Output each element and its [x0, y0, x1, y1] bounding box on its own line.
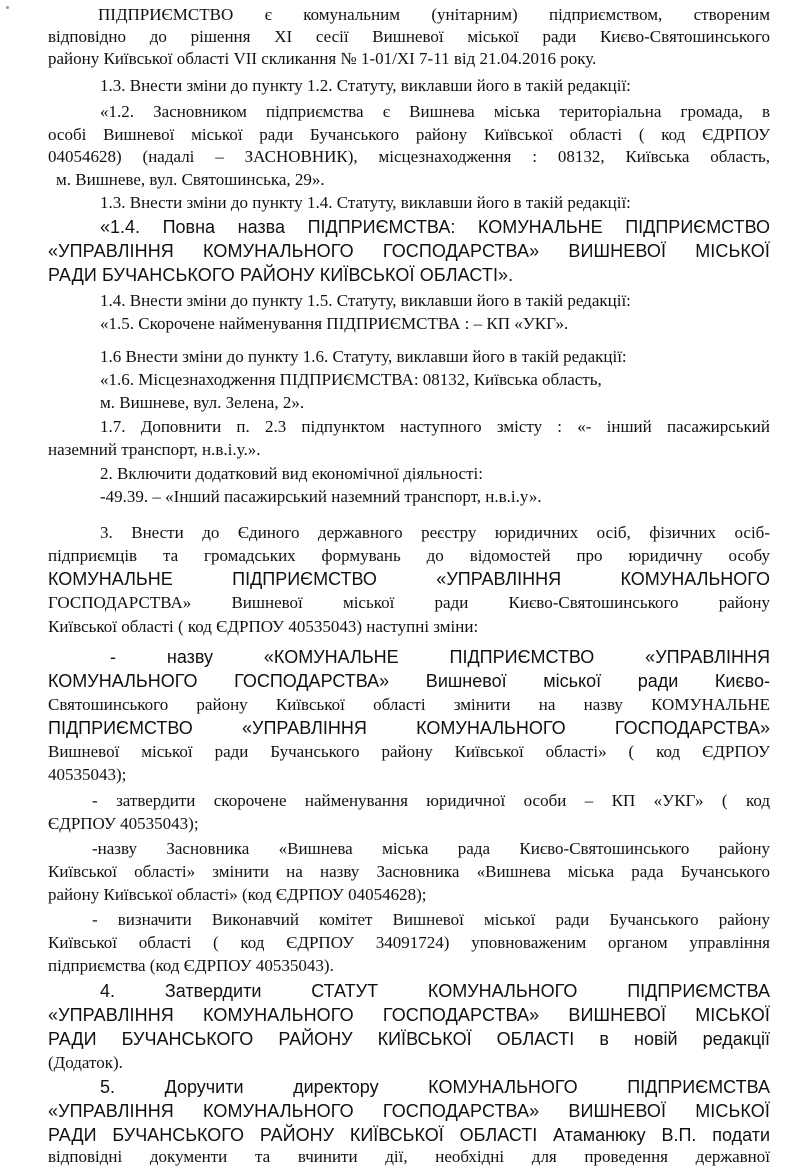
text-line: ЄДРПОУ 40535043);: [48, 814, 199, 833]
text-line: 4. Затвердити СТАТУТ КОМУНАЛЬНОГО ПІДПРИЄМСТВА: [100, 981, 770, 1001]
text-line: 1.6 Внести зміни до пункту 1.6. Статуту, виклавши його в такій редакції:: [100, 347, 627, 366]
text-line: «УПРАВЛІННЯ КОМУНАЛЬНОГО ГОСПОДАРСТВА» ВИШНЕВОЇ МІСЬКОЇ: [48, 241, 770, 261]
text-line: 40535043);: [48, 765, 127, 784]
text-line: підприємства (код ЄДРПОУ 40535043).: [48, 956, 334, 975]
text-line: відповідні документи та вчинити дії, необхідні для проведення державної: [48, 1147, 770, 1166]
text-line: 1.3. Внести зміни до пункту 1.2. Статуту, виклавши його в такій редакції:: [100, 76, 631, 95]
text-line: -49.39. – «Інший пасажирський наземний транспорт, н.в.і.у».: [100, 487, 542, 506]
text-line: ПІДПРИЄМСТВО є комунальним (унітарним) підприємством, створеним: [98, 5, 770, 24]
text-line: Вишневої міської ради Бучанського району Київської області» ( код ЄДРПОУ: [48, 742, 770, 761]
text-line: м. Вишневе, вул. Зелена, 2».: [100, 393, 305, 412]
text-line: району Київської області» (код ЄДРПОУ 04054628);: [48, 885, 427, 904]
text-line: 1.3. Внести зміни до пункту 1.4. Статуту, виклавши його в такій редакції:: [100, 193, 631, 212]
text-line: -назву Засновника «Вишнева міська рада Києво-Святошинського району: [92, 839, 770, 858]
text-line: - назву «КОМУНАЛЬНЕ ПІДПРИЄМСТВО «УПРАВЛІННЯ: [110, 647, 770, 667]
text-line: ПІДПРИЄМСТВО «УПРАВЛІННЯ КОМУНАЛЬНОГО ГОСПОДАРСТВА»: [48, 718, 770, 738]
text-line: РАДИ БУЧАНСЬКОГО РАЙОНУ КИЇВСЬКОЇ ОБЛАСТІ Атаманюку В.П. подати: [48, 1125, 770, 1145]
text-line: «УПРАВЛІННЯ КОМУНАЛЬНОГО ГОСПОДАРСТВА» ВИШНЕВОЇ МІСЬКОЇ: [48, 1005, 770, 1025]
text-line: КОМУНАЛЬНОГО ГОСПОДАРСТВА» Вишневої міської ради Києво-: [48, 671, 770, 691]
text-line: Київської області» змінити на назву Засновника «Вишнева міська рада Бучанського: [48, 862, 770, 881]
text-line: Київської області ( код ЄДРПОУ 40535043) наступні зміни:: [48, 617, 479, 636]
scan-speck: [6, 6, 9, 9]
text-line: «1.6. Місцезнаходження ПІДПРИЄМСТВА: 08132, Київська область,: [100, 370, 602, 389]
text-line: (Додаток).: [48, 1053, 123, 1072]
text-line: Святошинського району Київської області змінити на назву КОМУНАЛЬНЕ: [48, 695, 770, 714]
text-line: «1.2. Засновником підприємства є Вишнева міська територіальна громада, в: [100, 102, 770, 121]
text-line: 1.4. Внести зміни до пункту 1.5. Статуту, виклавши його в такій редакції:: [100, 291, 631, 310]
text-line: ГОСПОДАРСТВА» Вишневої міської ради Києво-Святошинського району: [48, 593, 770, 612]
text-line: району Київської області VII скликання № 1-01/XI 7-11 від 21.04.2016 року.: [48, 49, 597, 68]
text-line: РАДИ БУЧАНСЬКОГО РАЙОНУ КИЇВСЬКОЇ ОБЛАСТІ в новій редакції: [48, 1029, 770, 1049]
text-line: РАДИ БУЧАНСЬКОГО РАЙОНУ КИЇВСЬКОЇ ОБЛАСТІ».: [48, 265, 514, 285]
text-line: підприємців та громадських формувань до відомостей про юридичну особу: [48, 546, 770, 565]
text-line: 3. Внести до Єдиного державного реєстру юридичних осіб, фізичних осіб-: [100, 523, 770, 542]
text-line: 2. Включити додатковий вид економічної діяльності:: [100, 464, 483, 483]
text-line: Київської області ( код ЄДРПОУ 34091724) уповноваженим органом управління: [48, 933, 770, 952]
text-line: м. Вишневе, вул. Святошинська, 29».: [56, 170, 325, 189]
text-line: відповідно до рішення ХІ сесії Вишневої міської ради Києво-Святошинського: [48, 27, 770, 46]
text-line: особі Вишневої міської ради Бучанського району Київської області ( код ЄДРПОУ: [48, 125, 770, 144]
text-line: 5. Доручити директору КОМУНАЛЬНОГО ПІДПРИЄМСТВА: [100, 1077, 770, 1097]
text-line: - затвердити скорочене найменування юридичної особи – КП «УКГ» ( код: [92, 791, 770, 810]
text-line: «УПРАВЛІННЯ КОМУНАЛЬНОГО ГОСПОДАРСТВА» ВИШНЕВОЇ МІСЬКОЇ: [48, 1101, 770, 1121]
text-line: 04054628) (надалі – ЗАСНОВНИК), місцезнаходження : 08132, Київська область,: [48, 147, 770, 166]
text-line: 1.7. Доповнити п. 2.3 підпунктом наступного змісту : «- інший пасажирський: [100, 417, 770, 436]
text-line: наземний транспорт, н.в.і.у.».: [48, 440, 261, 459]
text-line: - визначити Виконавчий комітет Вишневої міської ради Бучанського району: [92, 910, 770, 929]
text-line: «1.5. Скорочене найменування ПІДПРИЄМСТВА : – КП «УКГ».: [100, 314, 569, 333]
text-line: «1.4. Повна назва ПІДПРИЄМСТВА: КОМУНАЛЬНЕ ПІДПРИЄМСТВО: [100, 217, 770, 237]
text-line: КОМУНАЛЬНЕ ПІДПРИЄМСТВО «УПРАВЛІННЯ КОМУНАЛЬНОГО: [48, 569, 770, 589]
